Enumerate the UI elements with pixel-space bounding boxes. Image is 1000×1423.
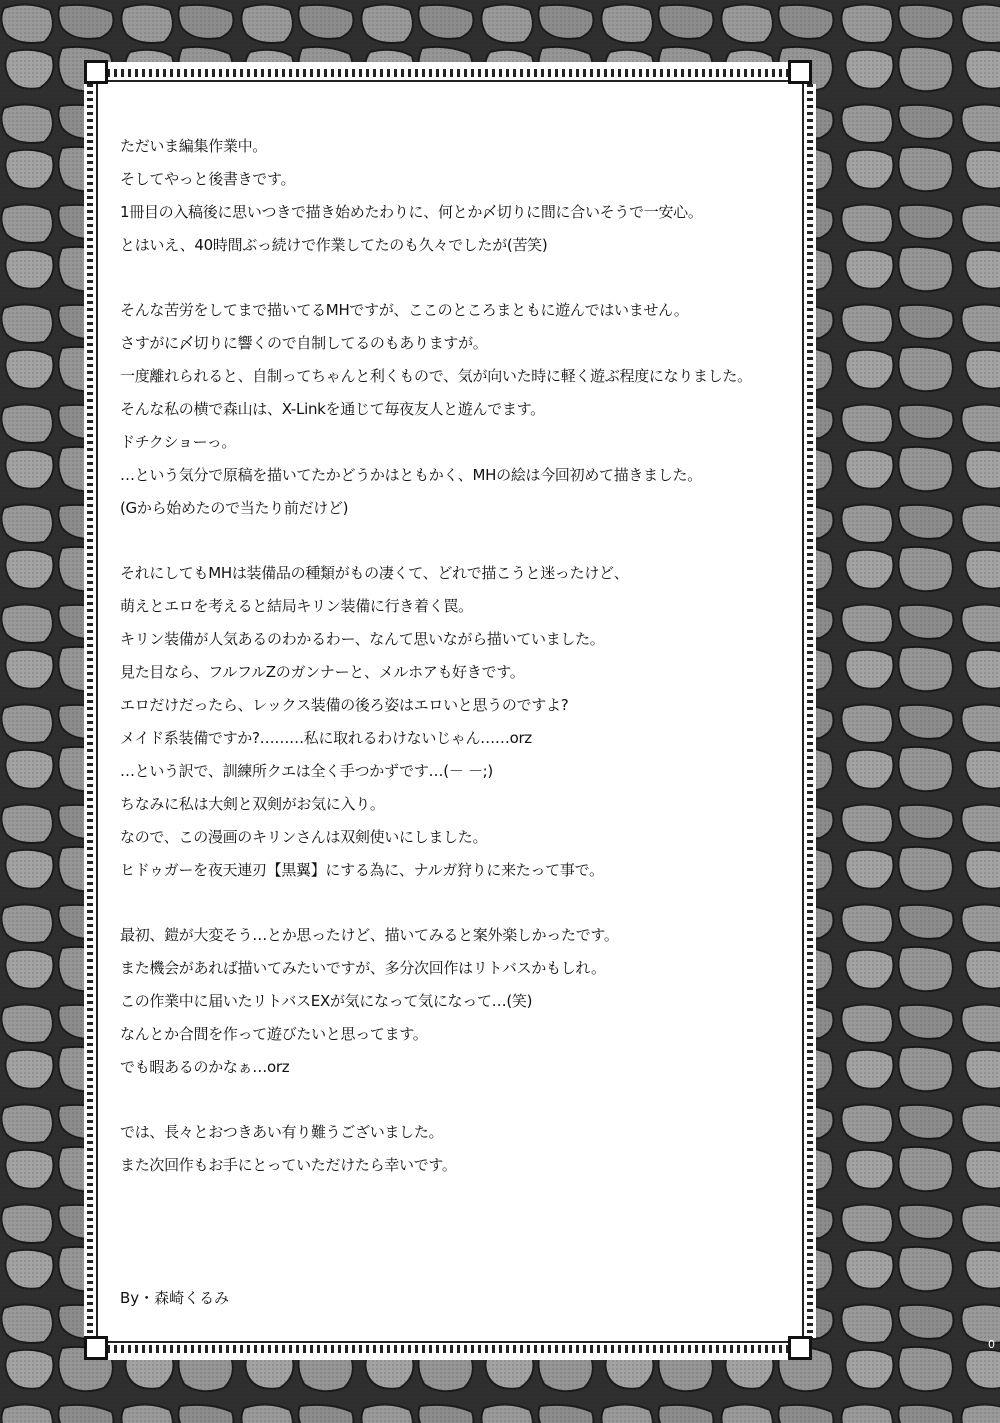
text-line: さすがに〆切りに響くので自制してるのもありますが。 <box>120 334 488 352</box>
frame-corner-top-left <box>84 60 108 84</box>
author-signature: By・森崎くるみ <box>120 1289 230 1307</box>
paragraph-gap <box>120 262 780 294</box>
frame-border-bottom <box>100 1338 800 1360</box>
text-line: …という気分で原稿を描いてたかどうかはともかく、MHの絵は今回初めて描きました。 <box>120 466 702 484</box>
text-line: 最初、鎧が大変そう…とか思ったけど、描いてみると案外楽しかったです。 <box>120 926 619 944</box>
text-line: (Gから始めたので当たり前だけど) <box>120 499 349 517</box>
text-line: 一度離れられると、自制ってちゃんと利くもので、気が向いた時に軽く遊ぶ程度になりました。 <box>120 367 752 385</box>
text-line: この作業中に届いたリトバスEXが気になって気になって…(笑) <box>120 992 533 1010</box>
afterword-text <box>120 130 780 1182</box>
text-line: ドチクショーっ。 <box>120 433 237 451</box>
text-line: 萌えとエロを考えると結局キリン装備に行き着く罠。 <box>120 597 473 615</box>
text-line: キリン装備が人気あるのわかるわー、なんて思いながら描いていました。 <box>120 630 605 648</box>
text-line: そしてやっと後書きです。 <box>120 170 296 188</box>
frame-border-right <box>800 84 816 1338</box>
text-line: そんな私の横で森山は、X-Linkを通じて毎夜友人と遊んでます。 <box>120 400 545 418</box>
text-line: なんとか合間を作って遊びたいと思ってます。 <box>120 1025 428 1043</box>
text-line: ちなみに私は大剣と双剣がお気に入り。 <box>120 795 385 813</box>
text-line: それにしてもMHは装備品の種類がもの凄くて、どれで描こうと迷ったけど、 <box>120 564 629 582</box>
frame-border-top <box>100 62 800 84</box>
text-line: …という訳で、訓練所クエは全く手つかずです…(－ －;) <box>120 762 493 780</box>
page-number: 0 <box>988 1338 995 1351</box>
text-line: では、長々とおつきあい有り難うございました。 <box>120 1123 444 1141</box>
frame-corner-bottom-right <box>788 1336 812 1360</box>
text-line: また次回作もお手にとっていただけたら幸いです。 <box>120 1156 457 1174</box>
text-line: エロだけだったら、レックス装備の後ろ姿はエロいと思うのですよ? <box>120 696 569 714</box>
frame-corner-bottom-left <box>84 1336 108 1360</box>
text-line: とはいえ、40時間ぶっ続けで作業してたのも久々でしたが(苦笑) <box>120 236 548 254</box>
text-line: 見た目なら、フルフルZのガンナーと、メルホアも好きです。 <box>120 663 525 681</box>
text-line: 1冊目の入稿後に思いつきで描き始めたわりに、何とか〆切りに間に合いそうで一安心。 <box>120 203 703 221</box>
text-line: ヒドゥガーを夜天連刃【黒翼】にする為に、ナルガ狩りに来たって事で。 <box>120 861 604 879</box>
text-line: でも暇あるのかなぁ…orz <box>120 1058 290 1076</box>
afterword-panel <box>100 84 800 1338</box>
frame-border-left <box>84 84 100 1338</box>
paragraph-gap <box>120 525 780 557</box>
text-line: メイド系装備ですか?………私に取れるわけないじゃん……orz <box>120 729 532 747</box>
text-line: ただいま編集作業中。 <box>120 137 268 155</box>
text-line: また機会があれば描いてみたいですが、多分次回作はリトバスかもしれ。 <box>120 959 606 977</box>
paragraph-gap <box>120 1084 780 1116</box>
frame-corner-top-right <box>788 60 812 84</box>
text-line: そんな苦労をしてまで描いてるMHですが、ここのところまともに遊んではいません。 <box>120 301 689 319</box>
paragraph-gap <box>120 887 780 919</box>
text-line: なので、この漫画のキリンさんは双剣使いにしました。 <box>120 828 488 846</box>
